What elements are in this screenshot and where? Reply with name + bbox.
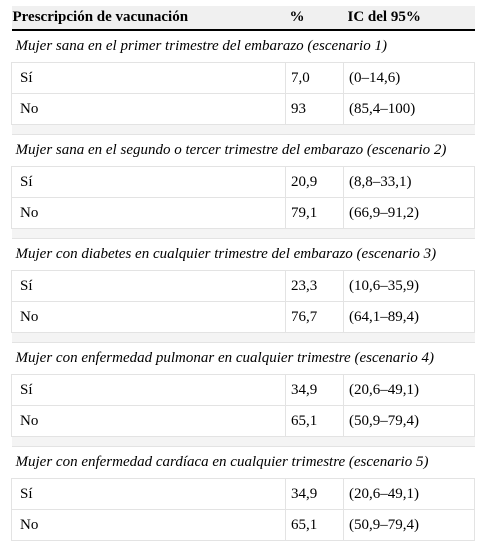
spacer-cell [12,437,475,447]
answer-cell: No [12,94,286,125]
table-row [12,510,475,541]
table-row [12,167,475,198]
percent-cell: 7,0 [286,63,344,94]
table-row [12,375,475,406]
table-body [12,30,475,541]
spacer-cell [12,333,475,343]
header-prescription: Prescripción de vacunación [12,6,286,30]
header-ci: IC del 95% [344,6,475,30]
table-header [12,6,475,30]
answer-cell: Sí [12,167,286,198]
section-title: Mujer sana en el primer trimestre del embarazo (escenario 1) [12,30,475,63]
percent-cell: 34,9 [286,375,344,406]
table-row [12,406,475,437]
ci-cell: (10,6–35,9) [344,271,475,302]
section-row [12,30,475,63]
percent-cell: 76,7 [286,302,344,333]
header-row [12,6,475,30]
section-row [12,135,475,167]
ci-cell: (20,6–49,1) [344,375,475,406]
ci-cell: (85,4–100) [344,94,475,125]
percent-cell: 23,3 [286,271,344,302]
ci-cell: (66,9–91,2) [344,198,475,229]
section-spacer [12,125,475,135]
section-spacer [12,229,475,239]
answer-cell: Sí [12,63,286,94]
section-row [12,447,475,479]
percent-cell: 79,1 [286,198,344,229]
ci-cell: (64,1–89,4) [344,302,475,333]
percent-cell: 34,9 [286,479,344,510]
answer-cell: No [12,302,286,333]
answer-cell: No [12,406,286,437]
section-title: Mujer con diabetes en cualquier trimestre del embarazo (escenario 3) [12,239,475,271]
answer-cell: No [12,198,286,229]
table-row [12,271,475,302]
percent-cell: 65,1 [286,406,344,437]
section-row [12,343,475,375]
percent-cell: 93 [286,94,344,125]
answer-cell: Sí [12,375,286,406]
ci-cell: (8,8–33,1) [344,167,475,198]
header-percent: % [286,6,344,30]
table-row [12,479,475,510]
section-spacer [12,333,475,343]
percent-cell: 20,9 [286,167,344,198]
ci-cell: (50,9–79,4) [344,510,475,541]
section-spacer [12,437,475,447]
ci-cell: (20,6–49,1) [344,479,475,510]
section-title: Mujer con enfermedad pulmonar en cualquier trimestre (escenario 4) [12,343,475,375]
answer-cell: Sí [12,479,286,510]
spacer-cell [12,229,475,239]
answer-cell: No [12,510,286,541]
section-row [12,239,475,271]
spacer-cell [12,125,475,135]
table-row [12,302,475,333]
table-row [12,198,475,229]
answer-cell: Sí [12,271,286,302]
vaccination-table [11,6,475,541]
table-row [12,63,475,94]
section-title: Mujer sana en el segundo o tercer trimestre del embarazo (escenario 2) [12,135,475,167]
percent-cell: 65,1 [286,510,344,541]
ci-cell: (50,9–79,4) [344,406,475,437]
ci-cell: (0–14,6) [344,63,475,94]
table-row [12,94,475,125]
section-title: Mujer con enfermedad cardíaca en cualquier trimestre (escenario 5) [12,447,475,479]
